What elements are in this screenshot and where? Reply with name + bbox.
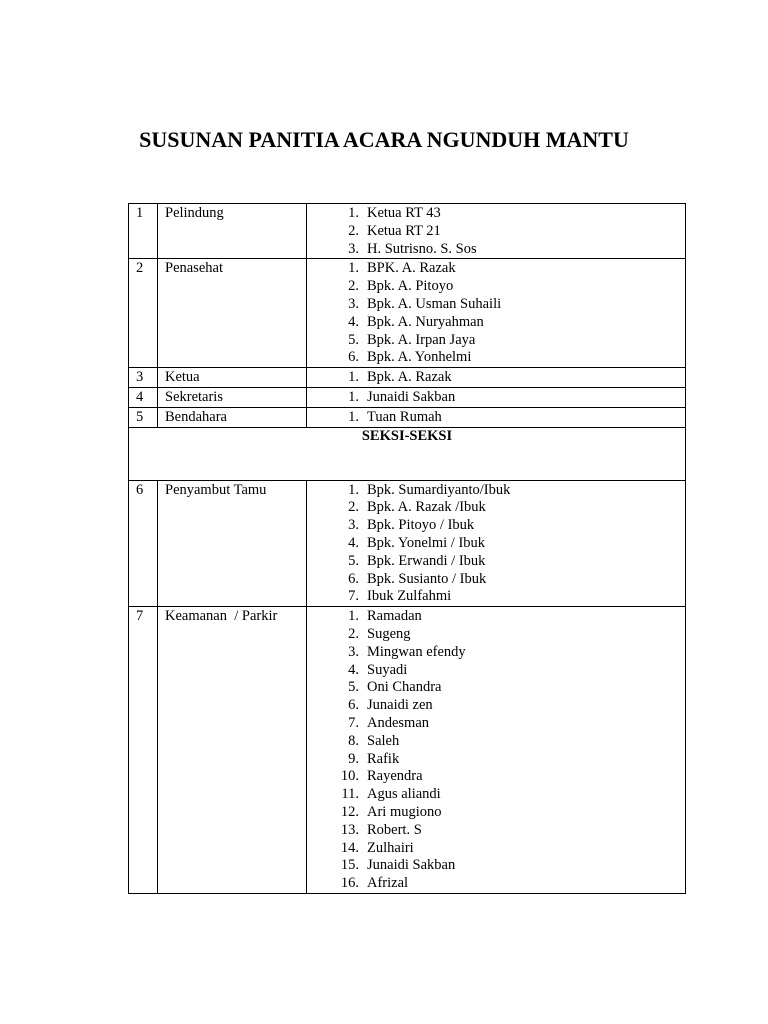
member-item: [307, 260, 685, 278]
members-cell: [307, 387, 686, 407]
member-number: 1.: [348, 408, 359, 425]
role-cell: [158, 480, 307, 607]
member-name: Bpk. Yonelmi / Ibuk: [367, 534, 486, 551]
member-number: 6.: [348, 570, 359, 587]
member-number: 5.: [348, 331, 359, 348]
member-number: 4.: [348, 661, 359, 678]
member-name: Bpk. A. Usman Suhaili: [367, 295, 502, 312]
role-cell: [158, 204, 307, 259]
role-label: Pelindung: [165, 205, 224, 221]
member-item: [307, 840, 685, 858]
member-name: Zulhairi: [367, 839, 414, 856]
member-item: [307, 751, 685, 769]
member-number: 1.: [348, 369, 359, 386]
member-item: [307, 223, 685, 241]
row-number-cell: [129, 204, 158, 259]
member-item: [307, 482, 685, 500]
member-item: [307, 697, 685, 715]
member-number: 4.: [348, 313, 359, 330]
member-item: [307, 715, 685, 733]
member-item: [307, 296, 685, 314]
committee-row: [129, 204, 686, 259]
member-number: 3.: [348, 240, 359, 257]
role-label: Sekretaris: [165, 388, 223, 405]
committee-row: [129, 607, 686, 894]
section-heading: SEKSI-SEKSI: [129, 427, 686, 480]
member-name: Oni Chandra: [367, 679, 442, 696]
member-name: Bpk. Sumardiyanto/Ibuk: [367, 481, 511, 498]
member-name: Ramadan: [367, 608, 422, 625]
member-number: 1.: [348, 260, 359, 277]
member-item: [307, 662, 685, 680]
section-row: [129, 427, 686, 480]
member-number: 16.: [340, 875, 359, 892]
member-item: [307, 553, 685, 571]
member-name: Ari mugiono: [367, 803, 442, 820]
member-number: 5.: [348, 552, 359, 569]
members-cell: [307, 204, 686, 259]
member-item: [307, 332, 685, 350]
member-list: [307, 408, 685, 427]
members-cell: [307, 368, 686, 388]
member-item: [307, 409, 685, 427]
member-number: 1.: [348, 481, 359, 498]
member-item: [307, 768, 685, 786]
member-number: 3.: [348, 295, 359, 312]
role-label: Penyambut Tamu: [165, 481, 267, 498]
member-item: [307, 608, 685, 626]
committee-rows-bottom: [129, 480, 686, 893]
member-number: 12.: [340, 803, 359, 820]
member-name: H. Sutrisno. S. Sos: [367, 240, 477, 257]
member-item: [307, 241, 685, 259]
committee-rows-top: [129, 204, 686, 428]
member-number: 1.: [348, 205, 359, 221]
role-label: Penasehat: [165, 260, 223, 277]
members-cell: [307, 407, 686, 427]
member-item: [307, 205, 685, 223]
member-name: Rayendra: [367, 768, 423, 785]
members-cell: [307, 480, 686, 607]
member-number: 2.: [348, 222, 359, 239]
member-name: Robert. S: [367, 821, 422, 838]
row-number-cell: [129, 387, 158, 407]
member-item: [307, 314, 685, 332]
member-list: [307, 388, 685, 407]
member-name: Andesman: [367, 714, 430, 731]
row-number-cell: [129, 259, 158, 368]
member-list: [307, 259, 685, 367]
member-number: 2.: [348, 625, 359, 642]
row-number: 6: [136, 481, 144, 498]
member-item: [307, 499, 685, 517]
member-name: Ketua RT 21: [367, 222, 441, 239]
members-cell: [307, 259, 686, 368]
member-number: 4.: [348, 534, 359, 551]
member-item: [307, 857, 685, 875]
members-cell: [307, 607, 686, 894]
member-item: [307, 535, 685, 553]
member-item: [307, 733, 685, 751]
row-number: 5: [136, 408, 144, 425]
member-number: 6.: [348, 349, 359, 366]
member-number: 11.: [341, 786, 359, 803]
row-number: 3: [136, 369, 144, 386]
member-name: Afrizal: [367, 875, 409, 892]
member-number: 2.: [348, 499, 359, 516]
member-name: Sugeng: [367, 625, 411, 642]
member-item: [307, 804, 685, 822]
row-number: 2: [136, 260, 144, 277]
member-number: 9.: [348, 750, 359, 767]
member-item: [307, 278, 685, 296]
member-list: [307, 368, 685, 387]
role-cell: [158, 368, 307, 388]
member-item: [307, 517, 685, 535]
member-number: 5.: [348, 679, 359, 696]
member-name: Bpk. Susianto / Ibuk: [367, 570, 487, 587]
member-item: [307, 644, 685, 662]
member-name: Suyadi: [367, 661, 408, 678]
committee-row: [129, 407, 686, 427]
member-name: Junaidi Sakban: [367, 388, 456, 405]
row-number: 1: [136, 205, 144, 221]
committee-table: [128, 203, 686, 894]
role-label: Ketua: [165, 369, 200, 386]
member-name: Junaidi zen: [367, 697, 433, 714]
member-item: [307, 389, 685, 407]
member-name: BPK. A. Razak: [367, 260, 456, 277]
member-number: 1.: [348, 388, 359, 405]
member-name: Bpk. A. Nuryahman: [367, 313, 484, 330]
member-number: 13.: [340, 821, 359, 838]
member-item: [307, 875, 685, 893]
member-name: Ibuk Zulfahmi: [367, 588, 452, 605]
member-item: [307, 369, 685, 387]
member-number: 3.: [348, 517, 359, 534]
member-name: Bpk. A. Razak /Ibuk: [367, 499, 486, 516]
member-name: Ketua RT 43: [367, 205, 441, 221]
member-number: 7.: [348, 588, 359, 605]
member-item: [307, 626, 685, 644]
member-name: Agus aliandi: [367, 786, 441, 803]
committee-row: [129, 480, 686, 607]
member-item: [307, 679, 685, 697]
member-name: Bpk. A. Pitoyo: [367, 278, 454, 295]
member-name: Bpk. A. Razak: [367, 369, 452, 386]
row-number: 4: [136, 388, 144, 405]
member-list: [307, 607, 685, 893]
member-name: Junaidi Sakban: [367, 857, 456, 874]
member-name: Mingwan efendy: [367, 643, 466, 660]
role-cell: [158, 387, 307, 407]
member-item: [307, 571, 685, 589]
member-list: [307, 204, 685, 258]
member-number: 6.: [348, 697, 359, 714]
member-name: Tuan Rumah: [367, 408, 442, 425]
committee-row: [129, 259, 686, 368]
section-divider: [129, 427, 686, 480]
role-cell: [158, 607, 307, 894]
member-number: 10.: [340, 768, 359, 785]
member-number: 15.: [340, 857, 359, 874]
member-number: 7.: [348, 714, 359, 731]
committee-row: [129, 387, 686, 407]
member-name: Bpk. A. Yonhelmi: [367, 349, 472, 366]
member-name: Saleh: [367, 732, 400, 749]
role-label: Keamanan / Parkir: [165, 608, 278, 625]
role-cell: [158, 407, 307, 427]
member-number: 1.: [348, 608, 359, 625]
role-label: Bendahara: [165, 408, 227, 425]
member-item: [307, 349, 685, 367]
document-title: SUSUNAN PANITIA ACARA NGUNDUH MANTU: [139, 127, 629, 152]
member-list: [307, 481, 685, 607]
row-number: 7: [136, 608, 144, 625]
member-name: Rafik: [367, 750, 400, 767]
member-number: 2.: [348, 278, 359, 295]
committee-row: [129, 368, 686, 388]
row-number-cell: [129, 480, 158, 607]
member-number: 14.: [340, 839, 359, 856]
member-name: Bpk. Erwandi / Ibuk: [367, 552, 486, 569]
member-number: 8.: [348, 732, 359, 749]
row-number-cell: [129, 407, 158, 427]
member-item: [307, 786, 685, 804]
member-name: Bpk. A. Irpan Jaya: [367, 331, 476, 348]
member-number: 3.: [348, 643, 359, 660]
member-item: [307, 822, 685, 840]
member-item: [307, 588, 685, 606]
role-cell: [158, 259, 307, 368]
row-number-cell: [129, 607, 158, 894]
row-number-cell: [129, 368, 158, 388]
member-name: Bpk. Pitoyo / Ibuk: [367, 517, 475, 534]
